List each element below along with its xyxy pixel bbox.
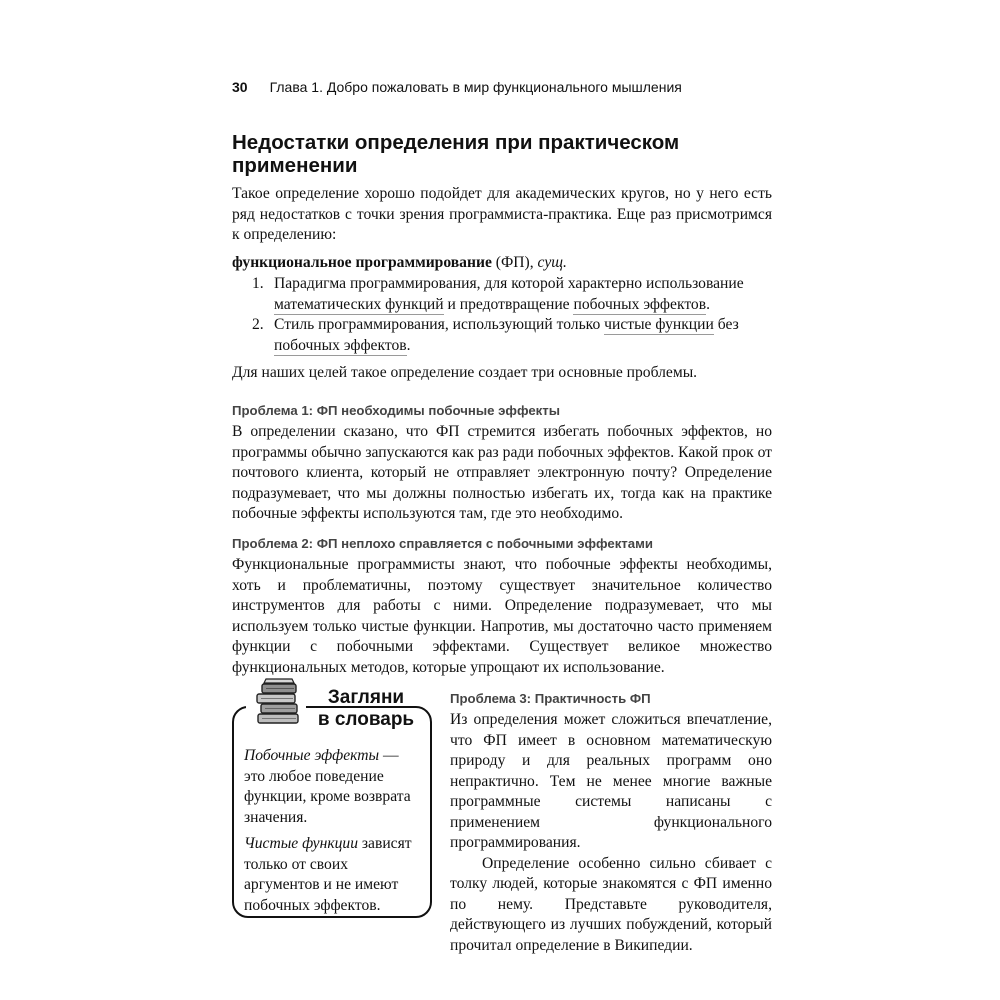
- item-text: Стиль программирования, использующий только: [274, 316, 605, 333]
- item-text: и предотвращение: [443, 295, 574, 313]
- problem1-text: В определении сказано, что ФП стремится избегать побочных эффектов, но программы обычно запускаются как раз ради побочных эффектов. Какой прок от почтового клиента, который не отправляет электронную почту? Определение подразумевает, что мы должны полностью избегать их, тогда как на практике побочные эффекты используются там, где это необходимо.: [232, 423, 772, 522]
- glossary-entry: [244, 746, 422, 828]
- glossary-definition: — это любое поведение функции, кроме возврата значения.: [244, 747, 411, 826]
- problem3-body: [450, 710, 772, 956]
- section-title: Недостатки определения при практическом применении: [232, 131, 680, 177]
- page-number: 30: [232, 79, 248, 95]
- books-icon: [252, 676, 304, 726]
- section-intro: Такое определение хорошо подойдет для академических кругов, но у него есть ряд недостатков с точки зрения программиста-практика. Еще раз присмотримся к определению:: [232, 185, 772, 243]
- glossary-definition: зависят только от своих аргументов и не имеют побочных эффектов.: [244, 835, 412, 914]
- running-header: [232, 79, 772, 101]
- chapter-title: Глава 1. Добро пожаловать в мир функционального мышления: [269, 79, 682, 95]
- definition-item: [232, 315, 772, 356]
- definition-pos: сущ.: [537, 254, 567, 271]
- problem1-heading: Проблема 1: ФП необходимы побочные эффекты: [232, 403, 560, 418]
- problem3-heading: Проблема 3: Практичность ФП: [450, 691, 651, 706]
- definition-abbr: (ФП),: [491, 254, 538, 271]
- glossary-link[interactable]: математических функций: [274, 295, 444, 313]
- glossary-link[interactable]: побочных эффектов: [573, 295, 707, 313]
- item-number: 1.: [252, 275, 264, 292]
- item-text: без: [713, 316, 739, 333]
- item-text: .: [706, 295, 710, 313]
- definition-term-line: [232, 253, 772, 273]
- problem2-text: Функциональные программисты знают, что побочные эффекты необходимы, хоть и проблематичны, поэтому существует значительное количество инструментов для работы с ними. Определение подразумевает, что мы используем только чистые функции. Напротив, мы достаточно часто применяем функции с побочными эффектами. Существует великое множество функциональных методов, которые упрощают их использование.: [232, 556, 772, 676]
- definition-list: [232, 274, 772, 356]
- item-text: Парадигма программирования, для которой характерно использование: [274, 275, 744, 292]
- glossary-entry: [244, 834, 422, 916]
- glossary-term: Побочные эффекты: [244, 747, 380, 764]
- glossary-title-line2: в словарь: [317, 709, 415, 730]
- definition-item: [232, 274, 772, 315]
- problem3-para2: Определение особенно сильно сбивает с толку людей, которые знакомятся с ФП именно по нему. Представьте руководителя, действующего из лучших побуждений, который прочитал определение в Википедии.: [450, 854, 772, 954]
- glossary-link[interactable]: побочных эффектов: [274, 336, 407, 354]
- item-text: .: [406, 336, 411, 354]
- glossary-content: [244, 746, 422, 922]
- glossary-title-line1: Загляни: [327, 687, 405, 708]
- glossary-term: Чистые функции: [244, 835, 358, 852]
- glossary-title: [306, 687, 426, 731]
- glossary-link[interactable]: чистые функции: [604, 316, 714, 333]
- summary-paragraph: Для наших целей такое определение создает три основные проблемы.: [232, 364, 698, 381]
- problem2-heading: Проблема 2: ФП неплохо справляется с побочными эффектами: [232, 536, 653, 551]
- item-number: 2.: [252, 316, 264, 333]
- definition-term: функциональное программирование: [232, 254, 492, 271]
- problem3-para1: Из определения может сложиться впечатление, что ФП имеет в основном математическую природу и для реальных программ оно непрактично. Тем не менее многие важные программные системы написаны с применением функционального программирования.: [450, 711, 772, 851]
